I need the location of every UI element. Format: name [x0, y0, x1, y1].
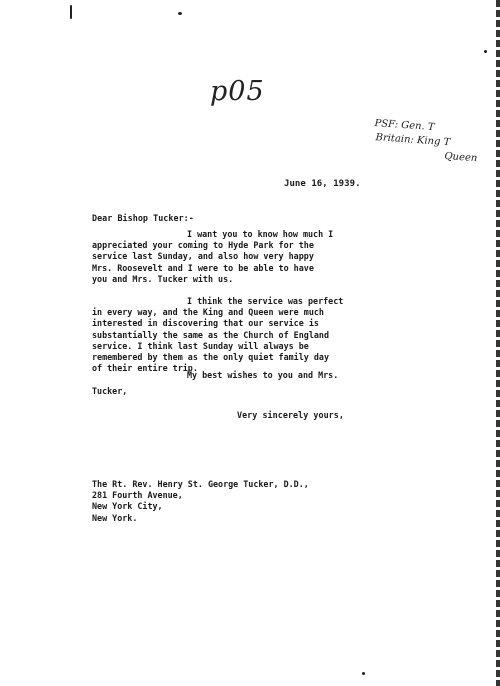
text-line: My best wishes to you and Mrs.	[187, 370, 339, 380]
text-line: Tucker,	[92, 386, 128, 397]
scan-speck	[70, 5, 72, 19]
text-line: substantially the same as the Church of England	[92, 329, 329, 340]
scan-speck	[178, 12, 182, 15]
scan-speck	[362, 672, 365, 675]
file-note-line: Queen	[444, 150, 478, 165]
salutation: Dear Bishop Tucker:-	[92, 213, 194, 223]
address-line: The Rt. Rev. Henry St. George Tucker, D.D.,	[92, 479, 309, 489]
scan-edge	[496, 0, 500, 686]
text-line: in every way, and the King and Queen were much	[92, 307, 324, 318]
paragraph-3	[92, 370, 338, 397]
text-line: interested in discovering that our service is	[92, 318, 319, 329]
text-line: Mrs. Roosevelt and I were to be able to have	[92, 262, 314, 273]
paragraph-1	[92, 229, 333, 285]
address-line: New York City,	[92, 501, 163, 512]
handwritten-page-mark: p05	[210, 76, 265, 107]
address-line: New York.	[92, 512, 138, 523]
file-note-line: PSF: Gen. T	[374, 117, 435, 134]
text-line: I want you to know how much I	[187, 229, 334, 239]
recipient-address	[92, 479, 309, 524]
letter-date: June 16, 1939.	[284, 179, 361, 189]
text-line: remembered by them as the only quiet family day	[92, 352, 329, 363]
text-line: service last Sunday, and also how very happy	[92, 251, 314, 262]
scan-speck	[484, 50, 487, 53]
address-line: 281 Fourth Avenue,	[92, 490, 183, 501]
text-line: appreciated your coming to Hyde Park for the	[92, 240, 314, 251]
handwritten-file-note	[372, 117, 480, 166]
paragraph-2	[92, 296, 343, 374]
text-line: you and Mrs. Tucker with us.	[92, 273, 234, 284]
text-line: service. I think last Sunday will always be	[92, 340, 309, 351]
file-note-line: Britain: King T	[375, 132, 451, 149]
text-line: I think the service was perfect	[187, 296, 344, 306]
text-line: of their entire trip.	[92, 363, 198, 374]
closing: Very sincerely yours,	[237, 410, 344, 420]
